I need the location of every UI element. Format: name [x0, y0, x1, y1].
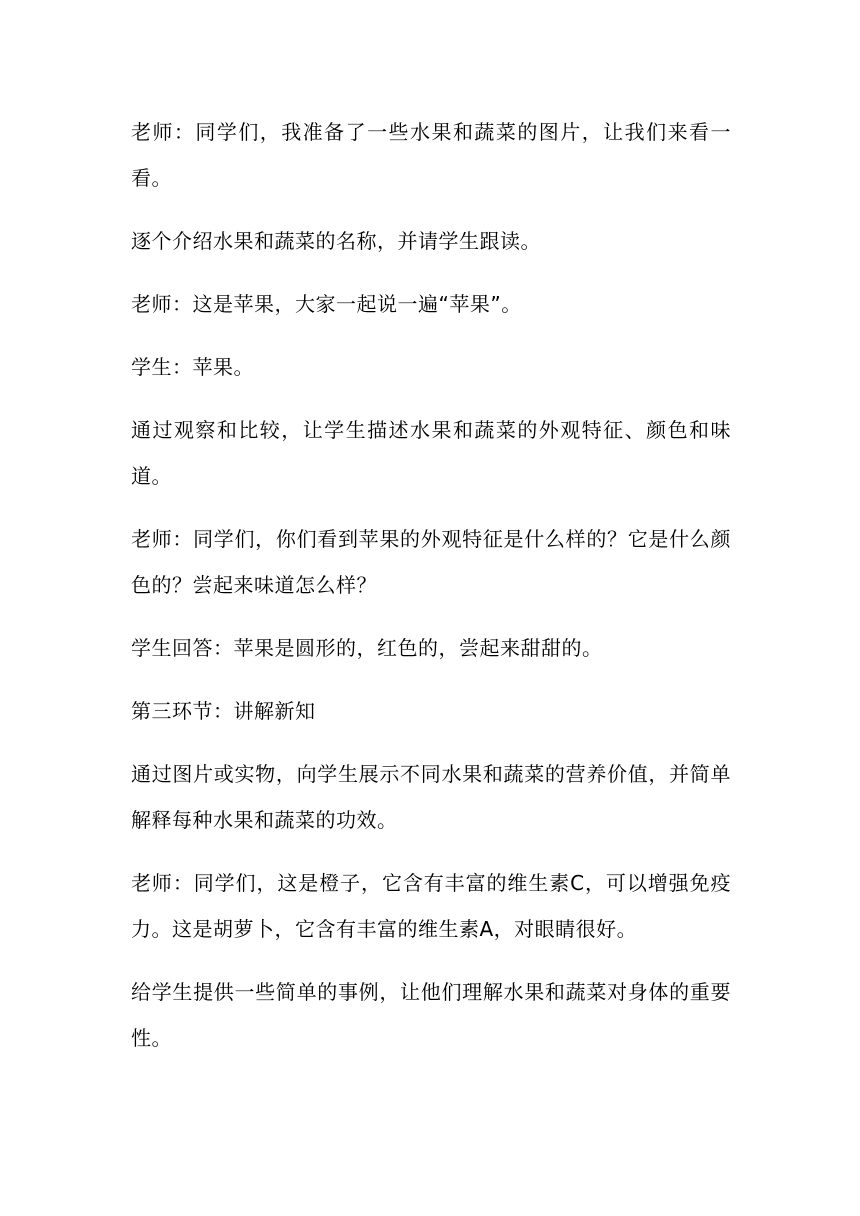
- paragraph-teacher-intro: 老师：同学们，我准备了一些水果和蔬菜的图片，让我们来看一看。: [131, 120, 731, 190]
- section-heading: 第三环节：讲解新知: [131, 699, 316, 723]
- paragraph-student-apple: 学生：苹果。: [131, 355, 254, 379]
- paragraph-teacher-vitamins: 老师：同学们，这是橙子，它含有丰富的维生素C，可以增强免疫力。这是胡萝卜，它含有丰富的维生素A，对眼睛很好。: [131, 871, 731, 941]
- paragraph-teacher-apple: 老师：这是苹果，大家一起说一遍“苹果”。: [131, 292, 522, 316]
- paragraph-examples: 给学生提供一些简单的事例，让他们理解水果和蔬菜对身体的重要性。: [131, 980, 731, 1050]
- paragraph-student-answer: 学生回答：苹果是圆形的，红色的，尝起来甜甜的。: [131, 636, 603, 660]
- paragraph-introduce-names: 逐个介绍水果和蔬菜的名称，并请学生跟读。: [131, 229, 541, 253]
- document-body: [131, 109, 731, 1078]
- paragraph-nutrition-value: 通过图片或实物，向学生展示不同水果和蔬菜的营养价值，并简单解释每种水果和蔬菜的功效。: [131, 762, 731, 832]
- paragraph-observe-compare: 通过观察和比较，让学生描述水果和蔬菜的外观特征、颜色和味道。: [131, 418, 731, 488]
- paragraph-teacher-question: 老师：同学们，你们看到苹果的外观特征是什么样的？它是什么颜色的？尝起来味道怎么样？: [131, 527, 731, 597]
